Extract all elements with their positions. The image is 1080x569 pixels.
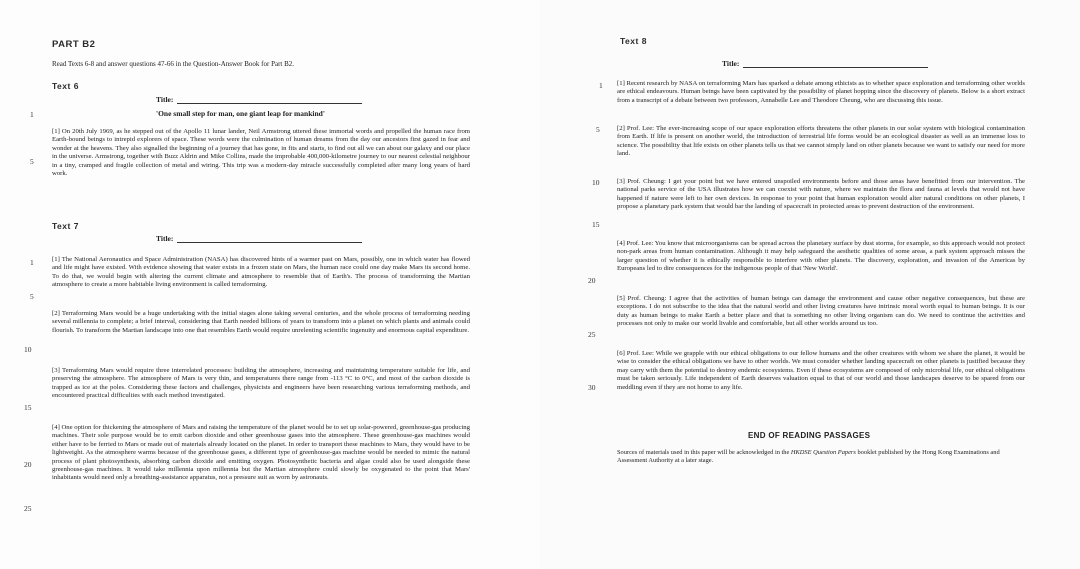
text8-paragraph-6: [6] Prof. Lee: While we grapple with our ethical obligations to our fellow humans and the other creatures with whom we share the planet, it would be wise to consider the ethical obligations we have to other worlds. We must consider whether landing spacecraft on other planets is justified because they may carry with them the potential to destroy endemic ecosystems. Even if these ecosystems are composed of only microbial life, our ethical obligations must be taken seriously. Life independent of Earth deserves valuation equal to that of our world and those landscapes deserve to be spared from our meddling even if they are not home to any life. xyxy=(617,350,1025,391)
line-number: 1 xyxy=(30,258,34,267)
text8-heading: Text 8 xyxy=(620,36,647,46)
right-page xyxy=(540,0,1080,569)
line-number: 15 xyxy=(592,220,600,229)
text6-title-label: Title: xyxy=(156,95,174,104)
line-number: 20 xyxy=(588,276,596,285)
text8-paragraph-5: [5] Prof. Cheung: I agree that the activities of human beings can damage the environment and cause other negative consequences, but these are exceptions. I do not subscribe to the idea that the natural world and other living creatures have intrinsic moral worth equal to human beings. It is our duty as human beings to make Earth a better place and that is something no other living organism can do. We need to continue the activities and processes not only to make our world livable and comfortable, but all other worlds around us too. xyxy=(617,295,1025,328)
line-number: 20 xyxy=(24,460,32,469)
text8-paragraph-3: [3] Prof. Cheung: I get your point but we have entered unspoiled environments before and those areas have benefitted from our intervention. The national parks service of the USA illustrates how we can coexist with nature, where we maintain the flora and fauna at levels that would not have happened if nature were left to her own devices. In response to your point that human exploration would alter natural conditions on other planets, I propose a planetary park system that would bar the landing of spacecraft in protected areas to prevent destruction of the environment. xyxy=(617,178,1025,211)
text8-title-blank xyxy=(743,59,928,68)
line-number: 10 xyxy=(592,178,600,187)
line-number: 10 xyxy=(24,345,32,354)
text7-paragraph-2: [2] Terraforming Mars would be a huge undertaking with the initial stages alone taking several centuries, and the whole process of terraforming needing several millennia to complete; a brief interval, considering that Earth needed billions of years to transform into a planet on which plants and animals could flourish. To transform the Martian landscape into one that resembles Earth would require unrelenting scientific ingenuity and enormous capital expenditure. xyxy=(52,310,470,334)
source-text-prefix: Sources of materials used in this paper will be acknowledged in the xyxy=(617,449,791,456)
end-of-passages-heading: END OF READING PASSAGES xyxy=(748,431,871,440)
line-number: 5 xyxy=(596,125,600,134)
text7-paragraph-4: [4] One option for thickening the atmosphere of Mars and raising the temperature of the planet would be to set up solar-powered, greenhouse-gas producing machines. Their sole purpose would be to emit carbon dioxide and other greenhouse gases into the atmosphere. These greenhouse-gas machines would either have to be ferried to Mars or made out of materials already located on the planet. In order to transport these machines to Mars, they would have to be lightweight. As the atmosphere warms because of the greenhouse gases, a different type of greenhouse-gas machine would be needed to mimic the natural process of plant photosynthesis, absorbing carbon dioxide and emitting oxygen. Photosynthetic bacteria and algae could also be used alongside these greenhouse-gas machines. It would take millennia upon millennia but the Martian atmosphere could slowly be oxygenated to the point that Mars' inhabitants would need only a breathing-assistance apparatus, not a pressure suit as worn by astronauts. xyxy=(52,424,470,482)
text6-title-blank xyxy=(177,95,362,104)
text6-subtitle: 'One small step for man, one giant leap for mankind' xyxy=(156,109,325,118)
text8-title-line xyxy=(722,59,928,68)
text6-title-line xyxy=(156,95,362,104)
source-text-suffix: booklet published by the Hong Kong Examinations and Assessment Authority at a later stage. xyxy=(617,449,1000,465)
text6-heading: Text 6 xyxy=(52,81,79,91)
line-number: 1 xyxy=(30,110,34,119)
text7-title-label: Title: xyxy=(156,234,174,243)
source-acknowledgement xyxy=(617,449,1025,465)
text8-paragraph-2: [2] Prof. Lee: The ever-increasing scope of our space exploration efforts threatens the other planets in our solar system with biological contamination from Earth. If life is present on another world, the introduction of terrestrial life forms would be an ecological disaster as well as an immense loss to science. The possibility that life exists on other planets tells us that we cannot simply land on other planets because we want to satisfy our need for more land. xyxy=(617,125,1025,158)
text6-paragraph-1: [1] On 20th July 1969, as he stepped out of the Apollo 11 lunar lander, Neil Armstrong uttered these immortal words and propelled the human race from Earth-bound beings to intrepid explorers of space. These words were the culmination of human dreams from the day our ancestors first gazed in fear and wonder at the heavens. They also signalled the beginning of a journey that has gone, in fits and starts, to find out all we can about our galaxy and our place in the universe. Armstrong, together with Buzz Aldrin and Mike Collins, made the improbable 400,000-kilometre journey to our nearest celestial neighbour in a tiny, cramped and fragile collection of metal and wiring. This trip was a modern-day miracle successfully completed after many long years of hard work. xyxy=(52,128,470,178)
line-number: 25 xyxy=(24,504,32,513)
line-number: 5 xyxy=(30,292,34,301)
part-heading: PART B2 xyxy=(52,39,96,50)
text7-title-line xyxy=(156,234,362,243)
line-number: 5 xyxy=(30,157,34,166)
line-number: 1 xyxy=(599,81,603,90)
text8-paragraph-4: [4] Prof. Lee: You know that microorganisms can be spread across the planetary surface by dust storms, for example, so this approach would not protect non-park areas from human contamination. Although it may help safeguard the aesthetic qualities of some areas, a park system approach misses the larger question of whether it is ethically responsible to interfere with other planets. The discovery, exploration, and invasion of the Americas by Europeans led to dire consequences for the indigenous people of that 'New World'. xyxy=(617,240,1025,273)
line-number: 15 xyxy=(24,403,32,412)
source-text-italic: HKDSE Question Papers xyxy=(790,449,856,456)
instruction: Read Texts 6-8 and answer questions 47-66 in the Question-Answer Book for Part B2. xyxy=(52,60,295,68)
text7-paragraph-1: [1] The National Aeronautics and Space Administration (NASA) has discovered hints of a warmer past on Mars, possibly, one in which water has flowed and life might have existed. With evidence showing that water exists in a frozen state on Mars, the human race could one day make Mars its second home. To do that, we would begin with altering the current climate and atmosphere to resemble that of Earth's. The process of transforming the Martian atmosphere to create a more habitable living environment is called terraforming. xyxy=(52,256,470,289)
text7-paragraph-3: [3] Terraforming Mars would require three interrelated processes: building the atmosphere, increasing and maintaining temperature suitable for life, and preserving the atmosphere. The atmosphere of Mars is very thin, and temperatures there range from -113 °C to 0°C, and most of the carbon dioxide is trapped as ice at the poles. Considering these factors and challenges, physicists and engineers have been researching various terraforming methods, and encountered practical difficulties with each method investigated. xyxy=(52,367,470,400)
text8-paragraph-1: [1] Recent research by NASA on terraforming Mars has sparked a debate among ethicists as to whether space exploration and terraforming other worlds are ethical endeavours. Human beings have been captivated by the possibility of planet hopping since the discovery of planets. Below is a short extract from a transcript of a debate between two professors, Annabelle Lee and Theodore Cheung, who are discussing this issue. xyxy=(617,80,1025,104)
text7-title-blank xyxy=(177,234,362,243)
line-number: 30 xyxy=(588,383,596,392)
text8-title-label: Title: xyxy=(722,59,740,68)
line-number: 25 xyxy=(588,330,596,339)
text7-heading: Text 7 xyxy=(52,221,79,231)
